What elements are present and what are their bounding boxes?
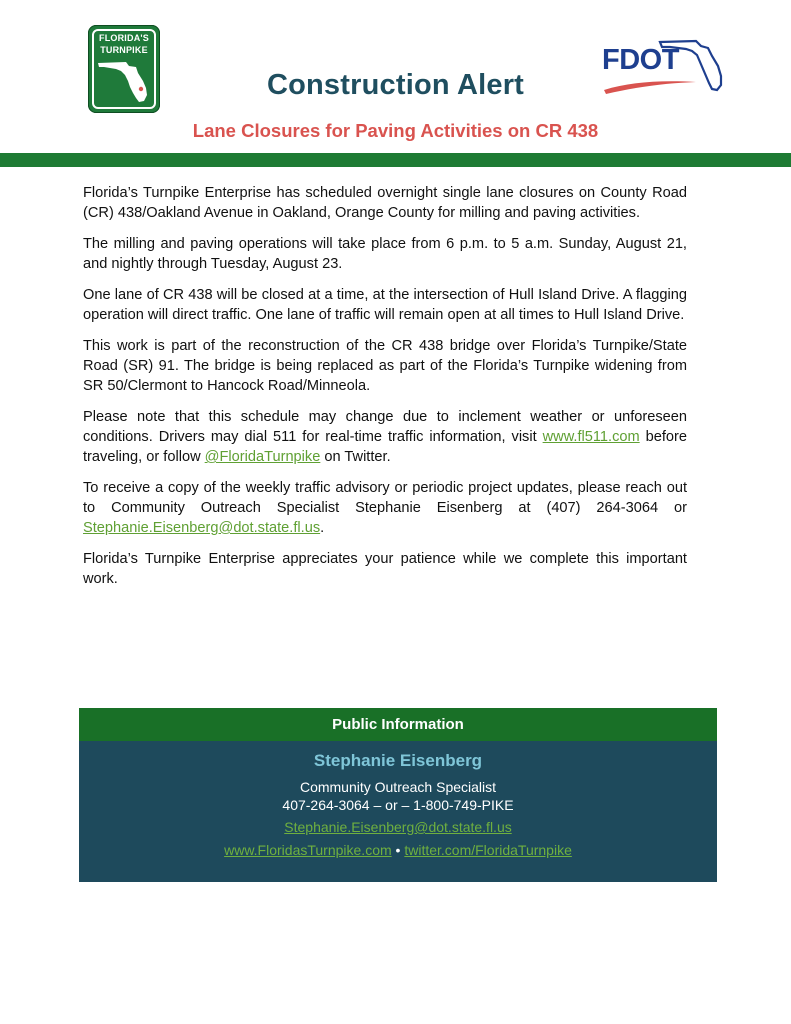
paragraph-project: This work is part of the reconstruction of the CR 438 bridge over Florida’s Turnpike/State Road (SR) 91. The bridge is being replaced as part of the Florida’s Turnpike widening from SR 50/Clermont to Hancock Road/Minneola. — [83, 338, 687, 394]
public-information-box — [79, 708, 717, 882]
text-segment: on Twitter. — [320, 449, 391, 465]
paragraph-weather — [83, 407, 687, 467]
contact-email-link[interactable]: Stephanie.Eisenberg@dot.state.fl.us — [284, 819, 512, 835]
page-subtitle: Lane Closures for Paving Activities on CR 438 — [192, 120, 599, 141]
text-segment: before traveling, or follow — [83, 429, 687, 465]
logo-text-line2: TURNPIKE — [100, 45, 148, 55]
page-title: Construction Alert — [266, 69, 525, 101]
contact-name: Stephanie Eisenberg — [313, 751, 483, 770]
text-segment: . — [320, 520, 325, 536]
contact-phone: 407-264-3064 – or – 1-800-749-PIKE — [282, 797, 514, 813]
contact-role: Community Outreach Specialist — [299, 779, 497, 795]
logo-text-line1: FLORIDA'S — [99, 33, 149, 43]
contact-email-row — [79, 817, 717, 837]
paragraph-contact — [83, 478, 687, 538]
paragraph-thanks: Florida’s Turnpike Enterprise appreciates your patience while we complete this important work. — [83, 551, 687, 587]
contact-web-row — [79, 840, 717, 860]
text-segment: Please note that this schedule may change due to inclement weather or unforeseen conditions. Drivers may dial 511 for real-time traffic information, visit — [83, 409, 687, 445]
paragraph-schedule: The milling and paving operations will take place from 6 p.m. to 5 a.m. Sunday, August 21, and nightly through Tuesday, August 23. — [83, 236, 687, 272]
website-link[interactable]: www.FloridasTurnpike.com — [224, 842, 392, 858]
header-divider-bar — [0, 153, 791, 167]
public-information-heading: Public Information — [79, 708, 717, 741]
body-text — [83, 183, 687, 600]
fdot-logo-text: FDOT — [602, 44, 679, 76]
text-segment: To receive a copy of the weekly traffic advisory or periodic project updates, please reach out to Community Outreach Specialist Stephanie Eisenberg at (407) 264-3064 or — [83, 480, 687, 516]
email-link[interactable]: Stephanie.Eisenberg@dot.state.fl.us — [83, 520, 321, 536]
twitter-handle-link[interactable]: @FloridaTurnpike — [204, 449, 321, 465]
link-separator: • — [391, 842, 405, 858]
twitter-link[interactable]: twitter.com/FloridaTurnpike — [404, 842, 572, 858]
paragraph-lane-info: One lane of CR 438 will be closed at a time, at the intersection of Hull Island Drive. A flagging operation will direct traffic. One lane of traffic will remain open at all times to Hull Island Drive. — [83, 287, 687, 323]
fl511-link[interactable]: www.fl511.com — [542, 429, 640, 445]
paragraph-closures: Florida’s Turnpike Enterprise has scheduled overnight single lane closures on County Road (CR) 438/Oakland Avenue in Oakland, Orange County for milling and paving activities. — [83, 185, 687, 221]
